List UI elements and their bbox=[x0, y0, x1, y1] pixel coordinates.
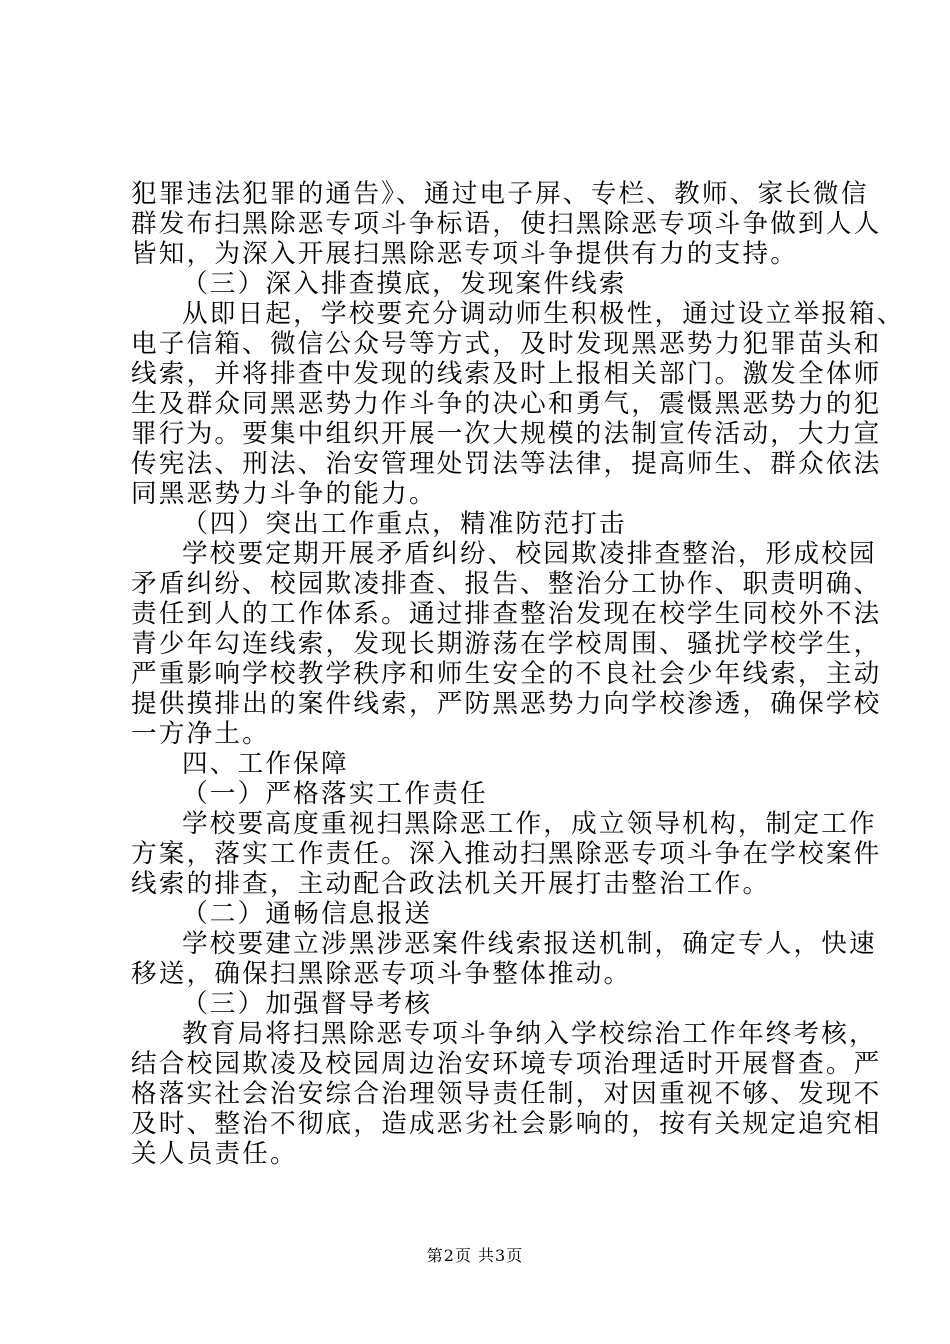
text-line: 严重影响学校教学秩序和师生安全的不良社会少年线索，主动 bbox=[131, 659, 882, 689]
text-line: 提供摸排出的案件线索，严防黑恶势力向学校渗透，确保学校 bbox=[131, 689, 882, 719]
text-line: 关人员责任。 bbox=[131, 1139, 298, 1169]
text-line: 结合校园欺凌及校园周边治安环境专项治理适时开展督查。严 bbox=[131, 1049, 882, 1079]
text-line: 移送，确保扫黑除恶专项斗争整体推动。 bbox=[131, 959, 632, 989]
text-line: 线索，并将排查中发现的线索及时上报相关部门。激发全体师 bbox=[131, 359, 882, 389]
text-line: 群发布扫黑除恶专项斗争标语，使扫黑除恶专项斗争做到人人 bbox=[131, 209, 882, 239]
text-line: 责任到人的工作体系。通过排查整治发现在校学生同校外不法 bbox=[131, 599, 882, 629]
text-line: 学校要定期开展矛盾纠纷、校园欺凌排查整治，形成校园 bbox=[182, 539, 877, 569]
text-line: 从即日起，学校要充分调动师生积极性，通过设立举报箱、 bbox=[182, 299, 905, 329]
section-heading: （四）突出工作重点，精准防范打击 bbox=[182, 509, 627, 539]
text-line: 罪行为。要集中组织开展一次大规模的法制宣传活动，大力宣 bbox=[131, 419, 882, 449]
section-heading: （三）深入排查摸底，发现案件线索 bbox=[182, 269, 627, 299]
section-heading: （二）通畅信息报送 bbox=[182, 899, 433, 929]
section-heading: （一）严格落实工作责任 bbox=[182, 779, 488, 809]
text-line: 格落实社会治安综合治理领导责任制，对因重视不够、发现不 bbox=[131, 1079, 882, 1109]
section-heading: 四、工作保障 bbox=[182, 749, 349, 779]
section-heading: （三）加强督导考核 bbox=[182, 989, 433, 1019]
text-line: 一方净土。 bbox=[131, 719, 270, 749]
text-line: 同黑恶势力斗争的能力。 bbox=[131, 479, 437, 509]
text-line: 线索的排查，主动配合政法机关开展打击整治工作。 bbox=[131, 869, 771, 899]
text-line: 传宪法、刑法、治安管理处罚法等法律，提高师生、群众依法 bbox=[131, 449, 882, 479]
text-line: 电子信箱、微信公众号等方式，及时发现黑恶势力犯罪苗头和 bbox=[131, 329, 882, 359]
text-line: 教育局将扫黑除恶专项斗争纳入学校综治工作年终考核， bbox=[182, 1019, 877, 1049]
text-line: 方案，落实工作责任。深入推动扫黑除恶专项斗争在学校案件 bbox=[131, 839, 882, 869]
text-line: 生及群众同黑恶势力作斗争的决心和勇气，震慑黑恶势力的犯 bbox=[131, 389, 882, 419]
text-line: 学校要高度重视扫黑除恶工作，成立领导机构，制定工作 bbox=[182, 809, 877, 839]
text-line: 及时、整治不彻底，造成恶劣社会影响的，按有关规定追究相 bbox=[131, 1109, 882, 1139]
text-line: 犯罪违法犯罪的通告》、通过电子屏、专栏、教师、家长微信 bbox=[131, 179, 869, 209]
text-line: 青少年勾连线索，发现长期游荡在学校周围、骚扰学校学生， bbox=[131, 629, 882, 659]
text-line: 皆知，为深入开展扫黑除恶专项斗争提供有力的支持。 bbox=[131, 239, 799, 269]
text-line: 矛盾纠纷、校园欺凌排查、报告、整治分工协作、职责明确、 bbox=[131, 569, 882, 599]
page-number: 第2页 共3页 bbox=[426, 1246, 524, 1265]
text-line: 学校要建立涉黑涉恶案件线索报送机制，确定专人，快速 bbox=[182, 929, 877, 959]
